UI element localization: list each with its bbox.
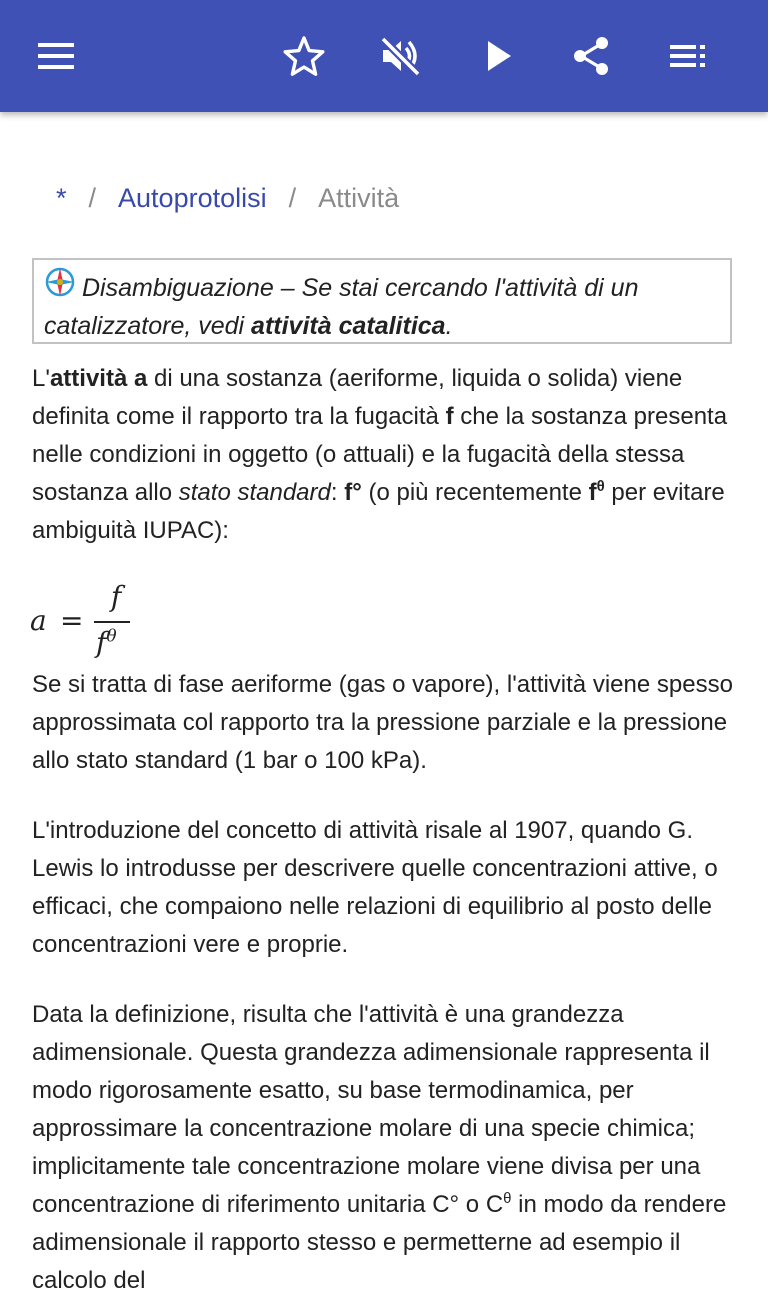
play-button[interactable] bbox=[470, 28, 526, 84]
share-icon bbox=[564, 28, 620, 84]
breadcrumb-root-link[interactable]: * bbox=[56, 183, 67, 213]
disambiguation-link[interactable]: attività catalitica bbox=[251, 312, 446, 340]
formula-denominator: $f^\theta$ bbox=[96, 626, 117, 659]
breadcrumb-parent-link[interactable]: Autoprotolisi bbox=[118, 183, 267, 213]
breadcrumb-separator: / bbox=[288, 183, 297, 213]
volume-off-icon bbox=[372, 28, 428, 84]
breadcrumb-current: Attività bbox=[318, 183, 400, 213]
star-icon bbox=[276, 28, 332, 84]
formula-lhs: a bbox=[30, 604, 47, 637]
paragraph-definition: L'attività a di una sostanza (aeriforme, liquida o solida) viene definita come il rapporto tra la fugacità f che la sostanza presenta nelle condizioni in oggetto (o attuali) e la fugacità della stessa sostanza allo stato standard: f° (o più recentemente $f^\theta$ per evitare ambiguità IUPAC): bbox=[32, 365, 728, 544]
disambiguation-end: . bbox=[445, 312, 453, 340]
menu-button[interactable] bbox=[28, 28, 84, 84]
bookmark-button[interactable] bbox=[276, 28, 332, 84]
menu-icon bbox=[28, 28, 84, 84]
play-icon bbox=[470, 28, 526, 84]
share-button[interactable] bbox=[564, 28, 620, 84]
formula-equals: = bbox=[60, 604, 84, 637]
compass-icon bbox=[44, 266, 76, 298]
disambiguation-text: Disambiguazione – Se stai cercando l'attività di un catalizzatore, vedi bbox=[44, 274, 639, 340]
activity-formula bbox=[30, 580, 150, 666]
paragraph-history: L'introduzione del concetto di attività risale al 1907, quando G. Lewis lo introdusse per descrivere quelle concentrazioni attive, o efficaci, che compaiono nelle relazioni di equilibrio al posto delle concentrazioni vere e proprie. bbox=[32, 817, 718, 958]
formula-numerator: f bbox=[110, 580, 122, 613]
contents-button[interactable] bbox=[660, 28, 716, 84]
paragraph-dimensionless: Data la definizione, risulta che l'attività è una grandezza adimensionale. Questa grandezza adimensionale rappresenta il modo rigorosamente esatto, su base termodinamica, per approssimare la concentrazione molare di una specie chimica; implicitamente tale concentrazione molare viene divisa per una concentrazione di riferimento unitaria C° o $C^\theta$ in modo da rendere adimensionale il rapporto stesso e permetterne ad esempio il calcolo del bbox=[32, 1001, 727, 1294]
playlist-icon bbox=[660, 28, 716, 84]
disambiguation-notice bbox=[32, 258, 732, 344]
app-toolbar bbox=[0, 0, 768, 112]
mute-button[interactable] bbox=[372, 28, 428, 84]
breadcrumb-separator: / bbox=[88, 183, 97, 213]
paragraph-gas-phase: Se si tratta di fase aeriforme (gas o vapore), l'attività viene spesso approssimata col rapporto tra la pressione parziale e la pressione allo stato standard (1 bar o 100 kPa). bbox=[32, 671, 733, 774]
formula-fraction-bar bbox=[94, 621, 130, 623]
breadcrumb bbox=[56, 180, 399, 216]
